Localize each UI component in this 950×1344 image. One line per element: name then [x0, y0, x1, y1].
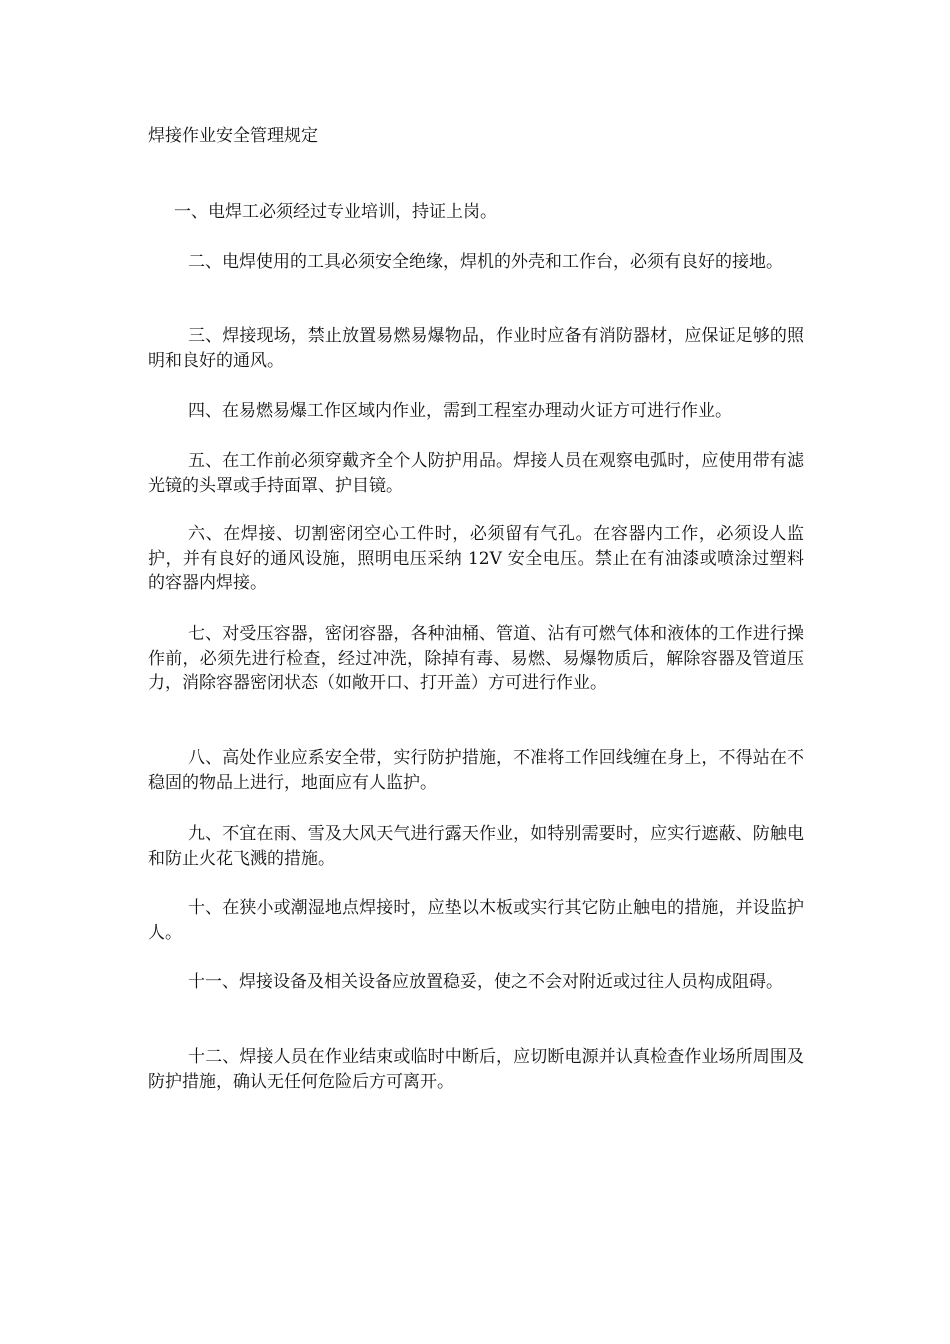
rule-item-9: 九、不宜在雨、雪及大风天气进行露天作业，如特别需要时，应实行遮蔽、防触电和防止火花飞溅的措施。 — [148, 824, 804, 869]
rule-item-3: 三、焊接现场，禁止放置易燃易爆物品，作业时应备有消防器材，应保证足够的照明和良好的通风。 — [148, 326, 804, 371]
rule-item-11: 十一、焊接设备及相关设备应放置稳妥，使之不会对附近或过往人员构成阻碍。 — [188, 972, 783, 992]
rule-item-12: 十二、焊接人员在作业结束或临时中断后，应切断电源并认真检查作业场所周围及防护措施，确认无任何危险后方可离开。 — [148, 1047, 804, 1092]
rule-item-4: 四、在易燃易爆工作区域内作业，需到工程室办理动火证方可进行作业。 — [188, 401, 732, 421]
rule-item-10: 十、在狭小或潮湿地点焊接时，应垫以木板或实行其它防止触电的措施，并设监护人。 — [148, 898, 804, 943]
rule-item-2: 二、电焊使用的工具必须安全绝缘，焊机的外壳和工作台，必须有良好的接地。 — [188, 252, 783, 272]
rule-item-6: 六、在焊接、切割密闭空心工件时，必须留有气孔。在容器内工作，必须设人监护，并有良好的通风设施，照明电压采纳 12V 安全电压。禁止在有油漆或喷涂过塑料的容器内焊接。 — [148, 524, 804, 593]
rule-item-8: 八、高处作业应系安全带，实行防护措施，不准将工作回线缠在身上，不得站在不稳固的物品上进行，地面应有人监护。 — [148, 748, 804, 793]
rule-item-7: 七、对受压容器，密闭容器，各种油桶、管道、沾有可燃气体和液体的工作进行操作前，必须先进行检查，经过冲洗，除掉有毒、易燃、易爆物质后，解除容器及管道压力，消除容器密闭状态（如敞开口、打开盖）方可进行作业。 — [148, 624, 804, 693]
rule-item-5: 五、在工作前必须穿戴齐全个人防护用品。焊接人员在观察电弧时，应使用带有滤光镜的头罩或手持面罩、护目镜。 — [148, 451, 804, 496]
rule-item-1: 一、电焊工必须经过专业培训，持证上岗。 — [174, 202, 497, 222]
document-title: 焊接作业安全管理规定 — [148, 126, 318, 146]
